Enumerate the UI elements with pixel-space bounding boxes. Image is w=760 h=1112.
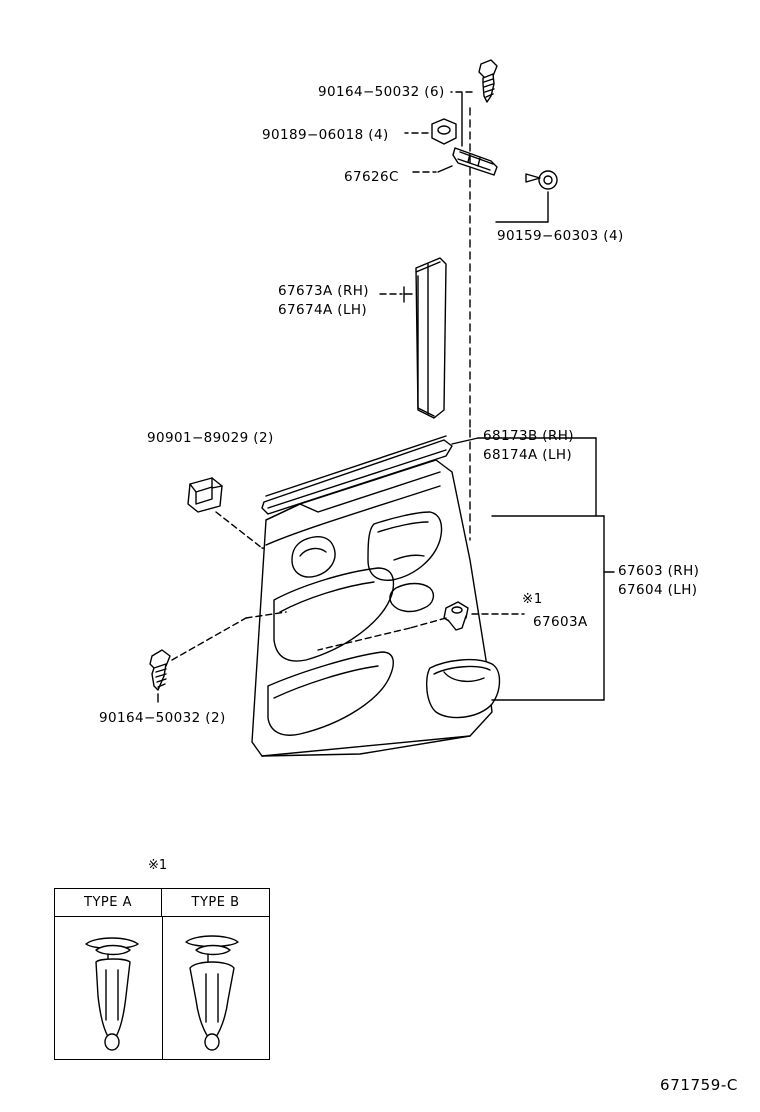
label-pillar-garnish-rh: 67673A (RH) xyxy=(278,283,369,299)
clip-nut-illustration xyxy=(432,119,456,144)
legend-marker: ※1 xyxy=(148,858,168,873)
clip-89029-illustration xyxy=(188,478,222,512)
pillar-garnish-illustration xyxy=(416,258,446,418)
label-screw-bottom: 90164−50032 (2) xyxy=(99,710,226,726)
screw-bottom-illustration xyxy=(150,650,170,690)
legend-column-type-a: TYPE A xyxy=(55,889,162,916)
label-retainer-67603a: 67603A xyxy=(533,614,588,630)
label-door-trim-lh: 67604 (LH) xyxy=(618,582,698,598)
label-pillar-garnish-lh: 67674A (LH) xyxy=(278,302,368,318)
figure-code: 671759-C xyxy=(660,1076,738,1094)
label-screw-grommet: 90159−60303 (4) xyxy=(497,228,624,244)
legend-column-type-b: TYPE B xyxy=(191,895,240,910)
label-door-trim-rh: 67603 (RH) xyxy=(618,563,700,579)
label-weatherstrip-lh: 68174A (LH) xyxy=(483,447,573,463)
legend-header xyxy=(55,889,269,917)
legend-box xyxy=(54,888,270,1060)
belt-molding-illustration xyxy=(453,148,497,175)
label-weatherstrip-rh: 68173B (RH) xyxy=(483,428,574,444)
grommet-illustration xyxy=(526,171,557,189)
label-screw-top: 90164−50032 (6) xyxy=(318,84,445,100)
legend-divider xyxy=(162,917,163,1059)
label-clip-nut: 90189−06018 (4) xyxy=(262,127,389,143)
label-clip-89029: 90901−89029 (2) xyxy=(147,430,274,446)
label-retainer-note-marker: ※1 xyxy=(522,591,543,607)
label-belt-molding: 67626C xyxy=(344,169,399,185)
screw-top-illustration xyxy=(479,60,497,102)
